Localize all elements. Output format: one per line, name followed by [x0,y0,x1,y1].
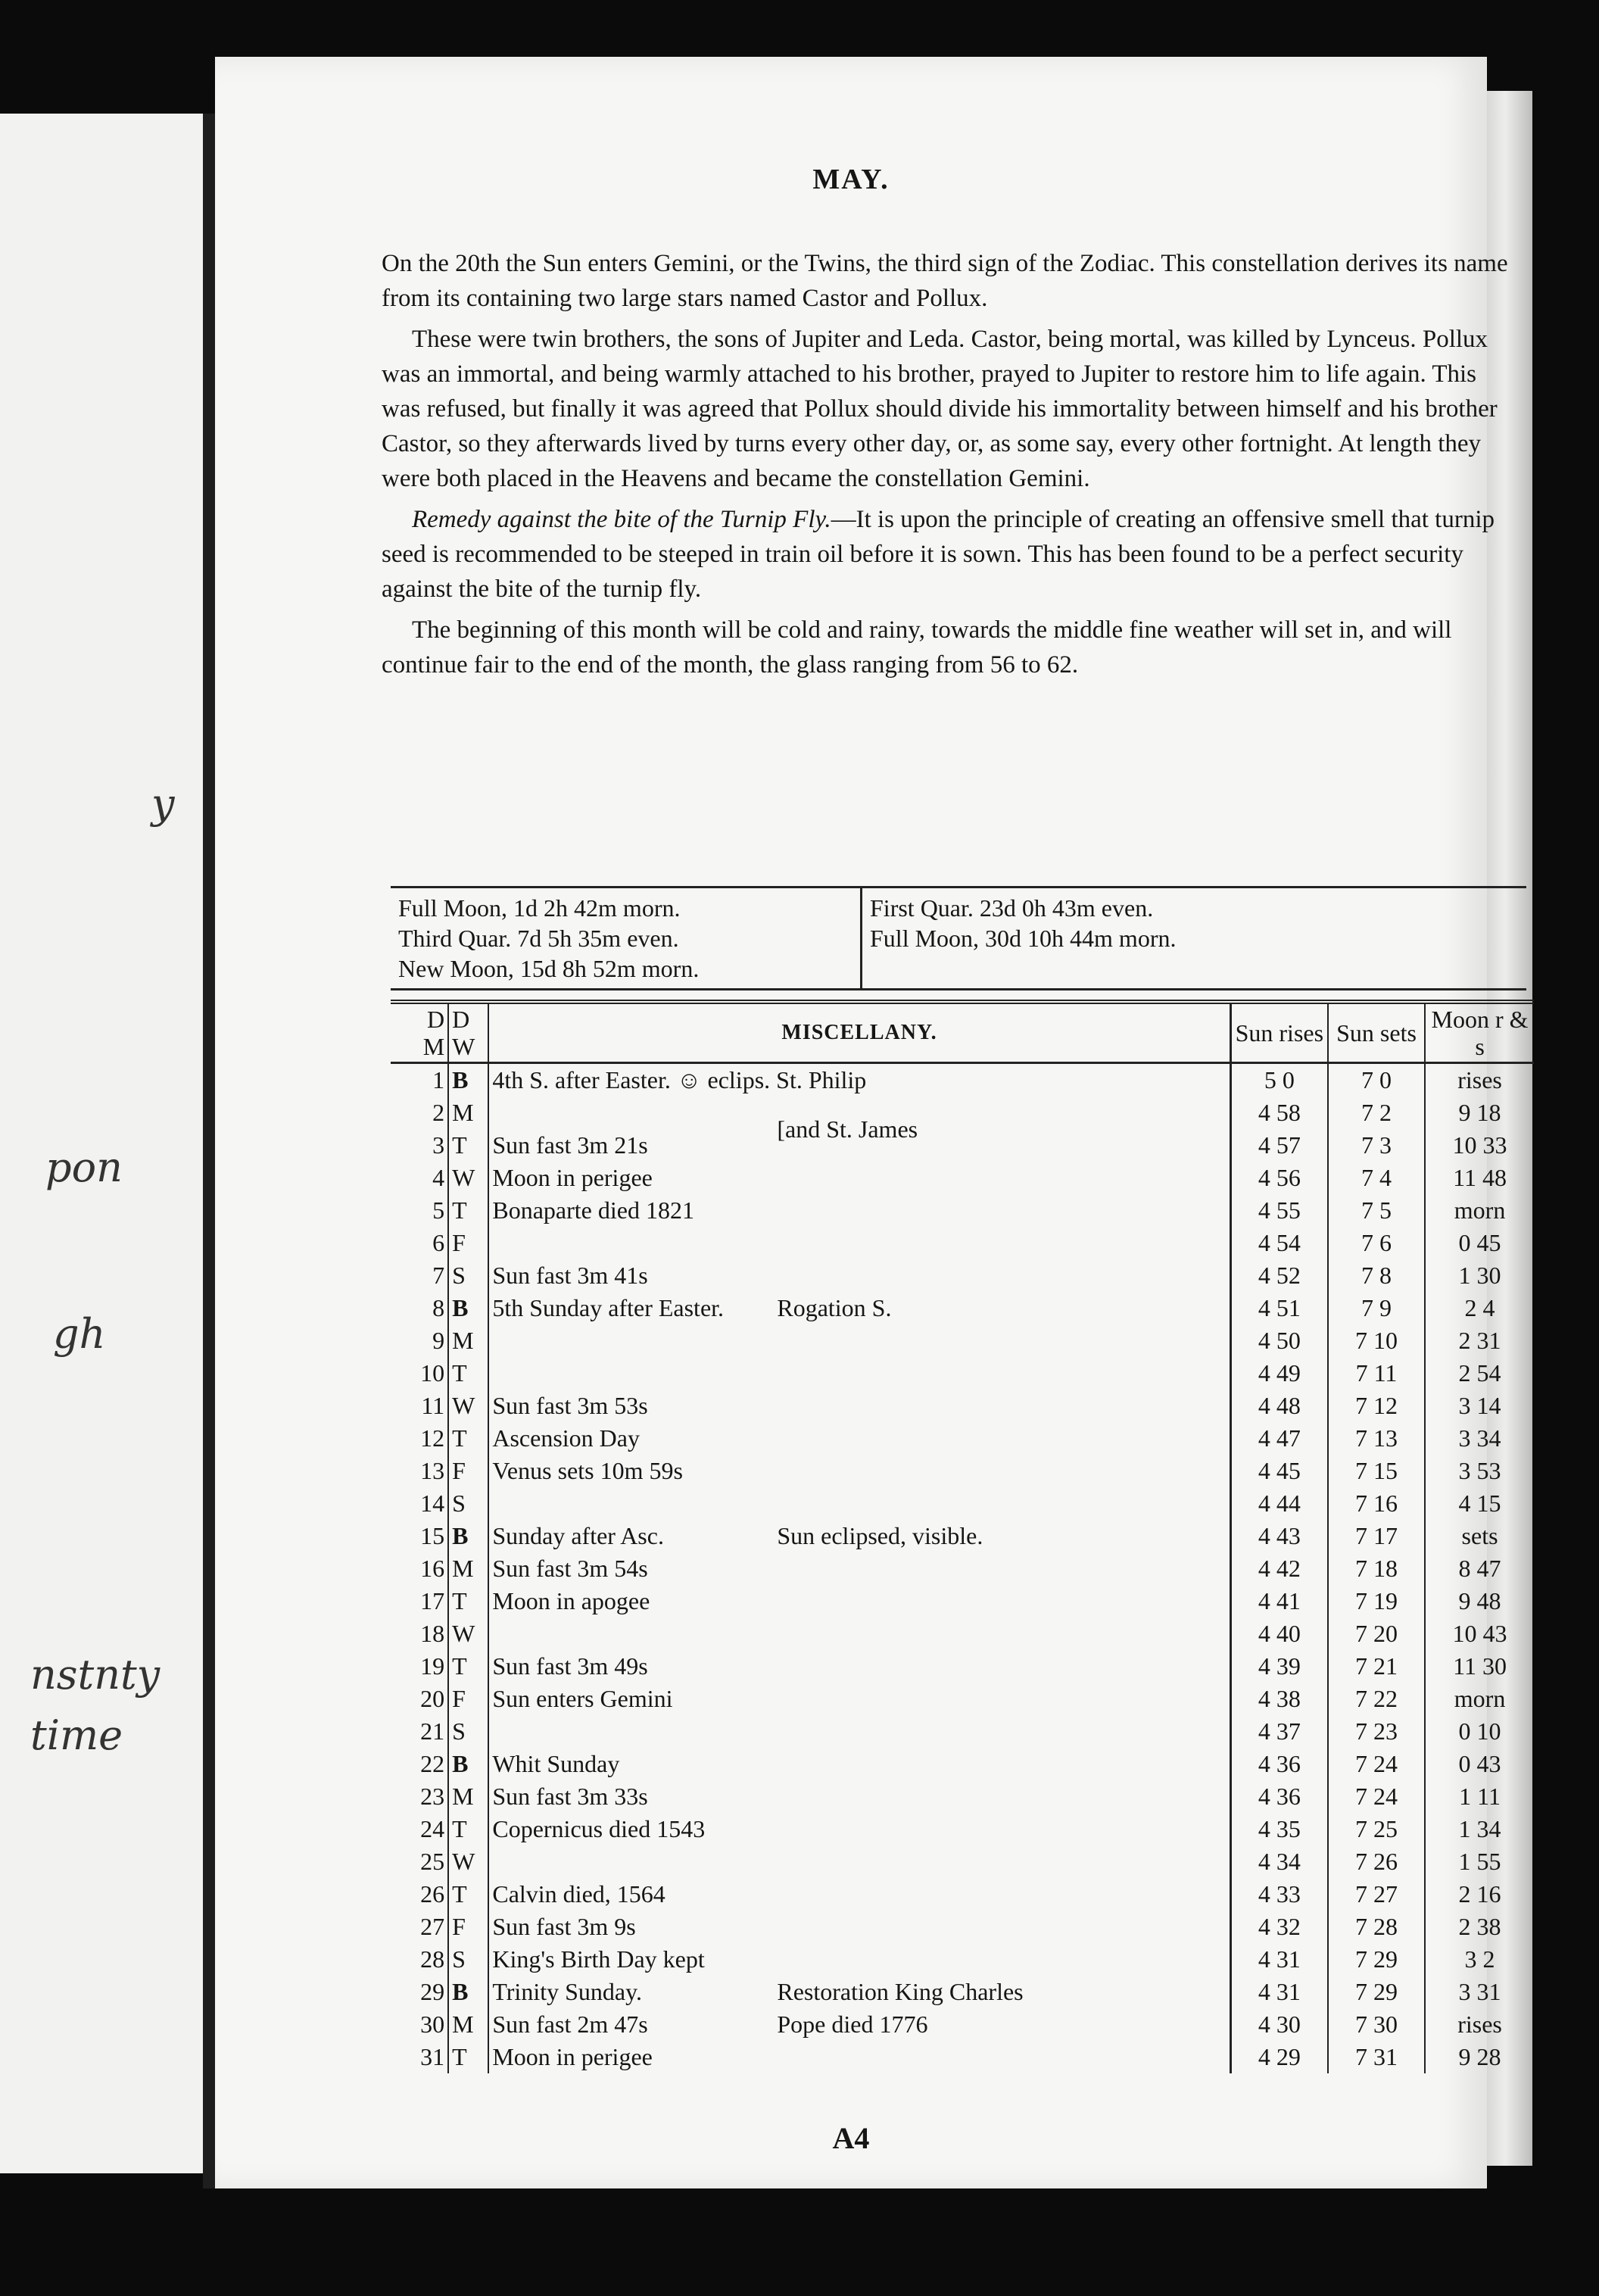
cell-sun-rises: 4 31 [1230,1976,1328,2008]
table-row [391,2008,1534,2041]
cell-moon: rises [1457,1066,1502,1093]
table-row [391,1422,1534,1455]
cell-miscellany [488,1845,1230,1878]
cell-miscellany [488,1324,1230,1357]
cell-moon: 2 38 [1458,1913,1501,1940]
cell-moon: 4 15 [1458,1490,1501,1517]
cell-sun-sets: 7 2 [1328,1097,1425,1129]
cell-sun-rises: 4 35 [1230,1813,1328,1845]
cell-moon: 10 43 [1452,1620,1507,1647]
table-row [391,1520,1534,1552]
cell-moon: 2 4 [1464,1294,1495,1321]
cell-moon: 1 55 [1458,1848,1501,1875]
cell-sun-rises: 4 58 [1230,1097,1328,1129]
cell-day-of-week: T [448,1357,488,1390]
cell-sun-sets: 7 29 [1328,1976,1425,2008]
cell-day-of-month: 27 [391,1911,448,1943]
cell-sun-rises: 4 49 [1230,1357,1328,1390]
cell-day-of-week: M [448,2008,488,2041]
cell-miscellany [488,1748,1230,1780]
cell-day-of-month: 5 [391,1194,448,1227]
cell-moon: sets [1461,1522,1498,1549]
cell-day-of-month: 26 [391,1878,448,1911]
cell-moon: 3 2 [1464,1945,1495,1973]
cell-day-of-month: 21 [391,1715,448,1748]
cell-day-of-month: 3 [391,1129,448,1162]
cell-day-of-week: T [448,1878,488,1911]
cell-day-of-week: S [448,1943,488,1976]
cell-sun-sets: 7 15 [1328,1455,1425,1487]
miscellany-note: Moon in perigee [492,2043,653,2070]
cell-miscellany [488,1227,1230,1259]
table-row [391,1129,1534,1162]
moon-phases-left [391,888,862,988]
table-row [391,1194,1534,1227]
cell-moon: 2 54 [1458,1359,1501,1387]
cell-sun-sets: 7 28 [1328,1911,1425,1943]
cell-day-of-week: B [448,1976,488,2008]
cell-miscellany [488,1878,1230,1911]
cell-miscellany [488,1552,1230,1585]
cell-miscellany [488,1911,1230,1943]
miscellany-note: Sun fast 3m 33s [492,1783,648,1810]
cell-moon: rises [1457,2011,1502,2038]
table-row [391,1715,1534,1748]
cell-miscellany [488,1259,1230,1292]
miscellany-note: Bonaparte died 1821 [492,1196,694,1224]
cell-day-of-month: 1 [391,1063,448,1097]
cell-day-of-week: W [448,1162,488,1194]
cell-sun-rises: 4 36 [1230,1748,1328,1780]
miscellany-note: Moon in perigee [492,1164,653,1191]
cell-moon: 0 45 [1458,1229,1501,1256]
table-row [391,1292,1534,1324]
cell-sun-rises: 4 45 [1230,1455,1328,1487]
table-row [391,1552,1534,1585]
cell-sun-sets: 7 25 [1328,1813,1425,1845]
cell-day-of-week: M [448,1097,488,1129]
cell-day-of-month: 11 [391,1390,448,1422]
cell-moon: 9 18 [1458,1099,1501,1126]
cell-day-of-week: T [448,2041,488,2073]
cell-day-of-week: F [448,1683,488,1715]
cell-day-of-month: 28 [391,1943,448,1976]
cell-moon: 2 16 [1458,1880,1501,1908]
miscellany-note: Sun fast 3m 41s [492,1262,648,1289]
cell-sun-sets: 7 20 [1328,1617,1425,1650]
miscellany-note-secondary: [and St. James [777,1115,918,1143]
cell-sun-rises: 4 32 [1230,1911,1328,1943]
cell-day-of-month: 13 [391,1455,448,1487]
cell-sun-sets: 7 29 [1328,1943,1425,1976]
cell-sun-rises: 4 56 [1230,1162,1328,1194]
cell-moon: 3 53 [1458,1457,1501,1484]
cell-moon: 11 48 [1453,1164,1507,1191]
cell-day-of-month: 30 [391,2008,448,2041]
cell-sun-rises: 4 40 [1230,1617,1328,1650]
cell-sun-sets: 7 30 [1328,2008,1425,2041]
miscellany-note: King's Birth Day kept [492,1945,705,1973]
cell-sun-rises: 4 33 [1230,1878,1328,1911]
cell-sun-sets: 7 11 [1328,1357,1425,1390]
cell-sun-sets: 7 16 [1328,1487,1425,1520]
cell-day-of-month: 2 [391,1097,448,1129]
almanac-body [391,1063,1534,2074]
cell-day-of-month: 4 [391,1162,448,1194]
miscellany-note-secondary: Restoration King Charles [777,1978,1024,2005]
cell-moon: 2 31 [1458,1327,1501,1354]
cell-sun-sets: 7 19 [1328,1585,1425,1617]
cell-sun-rises: 4 52 [1230,1259,1328,1292]
cell-moon: 3 31 [1458,1978,1501,2005]
cell-sun-rises: 4 34 [1230,1845,1328,1878]
table-row [391,1911,1534,1943]
phase-line: Third Quar. 7d 5h 35m even. [398,925,679,952]
cell-moon: 0 10 [1458,1717,1501,1745]
cell-sun-rises: 4 50 [1230,1324,1328,1357]
header-moon: Moon r & s [1425,1002,1534,1063]
cell-day-of-month: 12 [391,1422,448,1455]
intro-paragraph: On the 20th the Sun enters Gemini, or the Twins, the third sign of the Zodiac. This constellation derives its name from its containing two large stars named Castor and Pollux. [382,250,1508,312]
phase-line: Full Moon, 30d 10h 44m morn. [870,925,1177,952]
cell-day-of-week: T [448,1813,488,1845]
cell-day-of-week: B [448,1063,488,1097]
miscellany-note: Ascension Day [492,1424,640,1452]
cell-day-of-month: 17 [391,1585,448,1617]
miscellany-note-secondary: Pope died 1776 [777,2011,928,2038]
table-row [391,1943,1534,1976]
header-sun-sets: Sun sets [1328,1002,1425,1063]
table-row [391,1357,1534,1390]
cell-sun-sets: 7 6 [1328,1227,1425,1259]
cell-sun-sets: 7 23 [1328,1715,1425,1748]
miscellany-note: Sun fast 3m 49s [492,1652,648,1680]
cell-miscellany [488,1455,1230,1487]
cell-sun-sets: 7 4 [1328,1162,1425,1194]
cell-moon: 9 28 [1458,2043,1501,2070]
cell-day-of-week: B [448,1748,488,1780]
cell-moon: 1 11 [1459,1783,1501,1810]
cell-sun-rises: 4 51 [1230,1292,1328,1324]
cell-sun-sets: 7 9 [1328,1292,1425,1324]
table-row [391,1617,1534,1650]
cell-sun-rises: 5 0 [1230,1063,1328,1097]
cell-moon: 8 47 [1458,1555,1501,1582]
cell-miscellany [488,1194,1230,1227]
cell-sun-sets: 7 26 [1328,1845,1425,1878]
cell-moon: 10 33 [1452,1131,1507,1159]
cell-miscellany [488,1943,1230,1976]
cell-day-of-month: 29 [391,1976,448,2008]
cell-moon: 1 34 [1458,1815,1501,1842]
cell-sun-sets: 7 17 [1328,1520,1425,1552]
table-row [391,1063,1534,1097]
cell-sun-rises: 4 42 [1230,1552,1328,1585]
almanac-table [391,1000,1534,2073]
cell-moon: 1 30 [1458,1262,1501,1289]
cell-day-of-week: F [448,1455,488,1487]
cell-sun-rises: 4 41 [1230,1585,1328,1617]
cell-day-of-week: S [448,1487,488,1520]
cell-sun-sets: 7 5 [1328,1194,1425,1227]
cell-day-of-week: T [448,1194,488,1227]
phase-line: New Moon, 15d 8h 52m morn. [398,955,700,982]
miscellany-note: 4th S. after Easter. ☺ eclips. St. Philip [492,1066,867,1093]
miscellany-note: 5th Sunday after Easter. [492,1294,725,1321]
cell-day-of-week: T [448,1129,488,1162]
cell-moon: 11 30 [1453,1652,1507,1680]
cell-sun-sets: 7 13 [1328,1422,1425,1455]
remedy-text: —It is upon the principle of creating an offensive smell that turnip seed is recommended to be steeped in train oil before it is sown. This has been found to be a perfect security against the bite of the turnip fly. [382,506,1495,603]
cell-day-of-month: 20 [391,1683,448,1715]
cell-sun-rises: 4 54 [1230,1227,1328,1259]
cell-day-of-week: T [448,1422,488,1455]
header-day-of-month: D M [391,1002,448,1063]
cell-day-of-week: S [448,1715,488,1748]
page-number: A4 [832,2121,870,2155]
cell-sun-sets: 7 10 [1328,1324,1425,1357]
cell-sun-sets: 7 31 [1328,2041,1425,2073]
cell-day-of-week: T [448,1585,488,1617]
header-sun-rises: Sun rises [1230,1002,1328,1063]
cell-day-of-week: W [448,1390,488,1422]
cell-miscellany [488,1683,1230,1715]
cell-sun-sets: 7 18 [1328,1552,1425,1585]
page-title: MAY. [812,164,890,195]
miscellany-note-secondary: Rogation S. [777,1294,892,1321]
cell-sun-rises: 4 31 [1230,1943,1328,1976]
cell-day-of-week: M [448,1552,488,1585]
cell-day-of-month: 7 [391,1259,448,1292]
miscellany-note: Sun fast 3m 9s [492,1913,636,1940]
cell-moon: 3 14 [1458,1392,1501,1419]
cell-miscellany [488,1780,1230,1813]
cell-day-of-week: W [448,1845,488,1878]
cell-sun-sets: 7 12 [1328,1390,1425,1422]
table-row [391,1259,1534,1292]
cell-miscellany [488,1422,1230,1455]
cell-miscellany [488,1357,1230,1390]
table-row [391,1585,1534,1617]
cell-day-of-week: B [448,1292,488,1324]
cell-miscellany [488,1063,1230,1097]
left-facing-page [0,114,209,2173]
cell-miscellany [488,1292,1230,1324]
cell-sun-rises: 4 44 [1230,1487,1328,1520]
cell-sun-sets: 7 3 [1328,1129,1425,1162]
table-header-row [391,1002,1534,1063]
table-row [391,1487,1534,1520]
cell-day-of-week: M [448,1780,488,1813]
cell-sun-rises: 4 57 [1230,1129,1328,1162]
table-row [391,1227,1534,1259]
table-row [391,1780,1534,1813]
table-row [391,1324,1534,1357]
cell-miscellany [488,1976,1230,2008]
cell-day-of-week: F [448,1911,488,1943]
table-row [391,2041,1534,2073]
cell-day-of-week: T [448,1650,488,1683]
miscellany-note: Sun enters Gemini [492,1685,673,1712]
cell-moon: 3 34 [1458,1424,1501,1452]
cell-day-of-month: 18 [391,1617,448,1650]
cell-day-of-month: 16 [391,1552,448,1585]
remedy-paragraph [382,502,1517,607]
cell-sun-sets: 7 0 [1328,1063,1425,1097]
cell-day-of-week: F [448,1227,488,1259]
cell-miscellany [488,2008,1230,2041]
cell-sun-rises: 4 36 [1230,1780,1328,1813]
table-row [391,1455,1534,1487]
table-row [391,1162,1534,1194]
cell-day-of-month: 15 [391,1520,448,1552]
book-spine [203,114,215,2188]
miscellany-note: Sun fast 2m 47s [492,2011,648,2038]
cell-day-of-month: 8 [391,1292,448,1324]
miscellany-note: Sunday after Asc. [492,1522,664,1549]
moon-phases-right [862,888,1183,988]
handwriting-scrawl: pon [45,1143,123,1191]
cell-sun-rises: 4 30 [1230,2008,1328,2041]
weather-paragraph: The beginning of this month will be cold and rainy, towards the middle fine weather will set in, and will continue fair to the end of the month, the glass ranging from 56 to 62. [382,616,1452,679]
handwriting-scrawl: gh [53,1310,106,1358]
cell-day-of-month: 31 [391,2041,448,2073]
cell-day-of-week: S [448,1259,488,1292]
handwriting-scrawl: y [151,780,175,828]
cell-day-of-week: B [448,1520,488,1552]
table-row [391,1813,1534,1845]
cell-miscellany [488,1520,1230,1552]
almanac-page [215,57,1529,2188]
phase-line: Full Moon, 1d 2h 42m morn. [398,894,681,922]
miscellany-note: Trinity Sunday. [492,1978,643,2005]
cell-sun-rises: 4 37 [1230,1715,1328,1748]
cell-miscellany [488,1617,1230,1650]
cell-sun-sets: 7 8 [1328,1259,1425,1292]
cell-sun-sets: 7 24 [1328,1748,1425,1780]
table-row [391,1748,1534,1780]
cell-day-of-month: 19 [391,1650,448,1683]
cell-miscellany [488,1715,1230,1748]
miscellany-note: Moon in apogee [492,1587,650,1614]
cell-sun-rises: 4 55 [1230,1194,1328,1227]
table-row [391,1390,1534,1422]
header-day-of-week: D W [448,1002,488,1063]
handwriting-scrawl: nstnty [30,1651,161,1699]
miscellany-note: Calvin died, 1564 [492,1880,665,1908]
miscellany-note-secondary: Sun eclipsed, visible. [777,1522,983,1549]
header-miscellany: MISCELLANY. [488,1002,1230,1063]
cell-miscellany [488,1129,1230,1162]
miscellany-note: Sun fast 3m 53s [492,1392,648,1419]
moon-phases [391,886,1526,990]
miscellany-note: Sun fast 3m 54s [492,1555,648,1582]
cell-sun-rises: 4 48 [1230,1390,1328,1422]
table-row [391,1845,1534,1878]
cell-sun-rises: 4 39 [1230,1650,1328,1683]
cell-day-of-month: 22 [391,1748,448,1780]
cell-miscellany [488,1813,1230,1845]
cell-sun-rises: 4 38 [1230,1683,1328,1715]
cell-day-of-month: 14 [391,1487,448,1520]
miscellany-note: Sun fast 3m 21s [492,1131,648,1159]
cell-day-of-month: 23 [391,1780,448,1813]
cell-day-of-month: 6 [391,1227,448,1259]
cell-miscellany [488,1162,1230,1194]
cell-miscellany [488,2041,1230,2073]
cell-day-of-month: 9 [391,1324,448,1357]
cell-moon: morn [1454,1685,1506,1712]
phase-line: First Quar. 23d 0h 43m even. [870,894,1154,922]
miscellany-note: Venus sets 10m 59s [492,1457,683,1484]
cell-sun-sets: 7 24 [1328,1780,1425,1813]
cell-sun-sets: 7 27 [1328,1878,1425,1911]
table-row [391,1683,1534,1715]
cell-miscellany [488,1487,1230,1520]
cell-moon: 0 43 [1458,1750,1501,1777]
intro-text [382,246,1517,688]
cell-day-of-month: 10 [391,1357,448,1390]
cell-sun-sets: 7 21 [1328,1650,1425,1683]
table-row [391,1097,1534,1129]
cell-sun-sets: 7 22 [1328,1683,1425,1715]
cell-sun-rises: 4 47 [1230,1422,1328,1455]
cell-sun-rises: 4 29 [1230,2041,1328,2073]
table-row [391,1650,1534,1683]
cell-moon: 9 48 [1458,1587,1501,1614]
cell-moon: morn [1454,1196,1506,1224]
cell-miscellany [488,1650,1230,1683]
table-row [391,1976,1534,2008]
cell-day-of-week: W [448,1617,488,1650]
cell-day-of-week: M [448,1324,488,1357]
handwriting-scrawl: time [30,1711,123,1759]
intro-paragraph: These were twin brothers, the sons of Jupiter and Leda. Castor, being mortal, was killed by Lynceus. Pollux was an immortal, and being warmly attached to his brother, prayed to Jupiter to restore him to life again. This was refused, but finally it was agreed that Pollux should divide his immortality between himself and his brother Castor, so they afterwards lived by turns every other day, or, as some say, every other fortnight. At length they were both placed in the Heavens and became the constellation Gemini. [382,326,1498,492]
cell-miscellany [488,1585,1230,1617]
cell-day-of-month: 25 [391,1845,448,1878]
cell-day-of-month: 24 [391,1813,448,1845]
table-row [391,1878,1534,1911]
remedy-title: Remedy against the bite of the Turnip Fly. [412,506,831,533]
miscellany-note: Whit Sunday [492,1750,620,1777]
miscellany-note: Copernicus died 1543 [492,1815,706,1842]
cell-miscellany [488,1097,1230,1143]
cell-miscellany [488,1390,1230,1422]
cell-sun-rises: 4 43 [1230,1520,1328,1552]
